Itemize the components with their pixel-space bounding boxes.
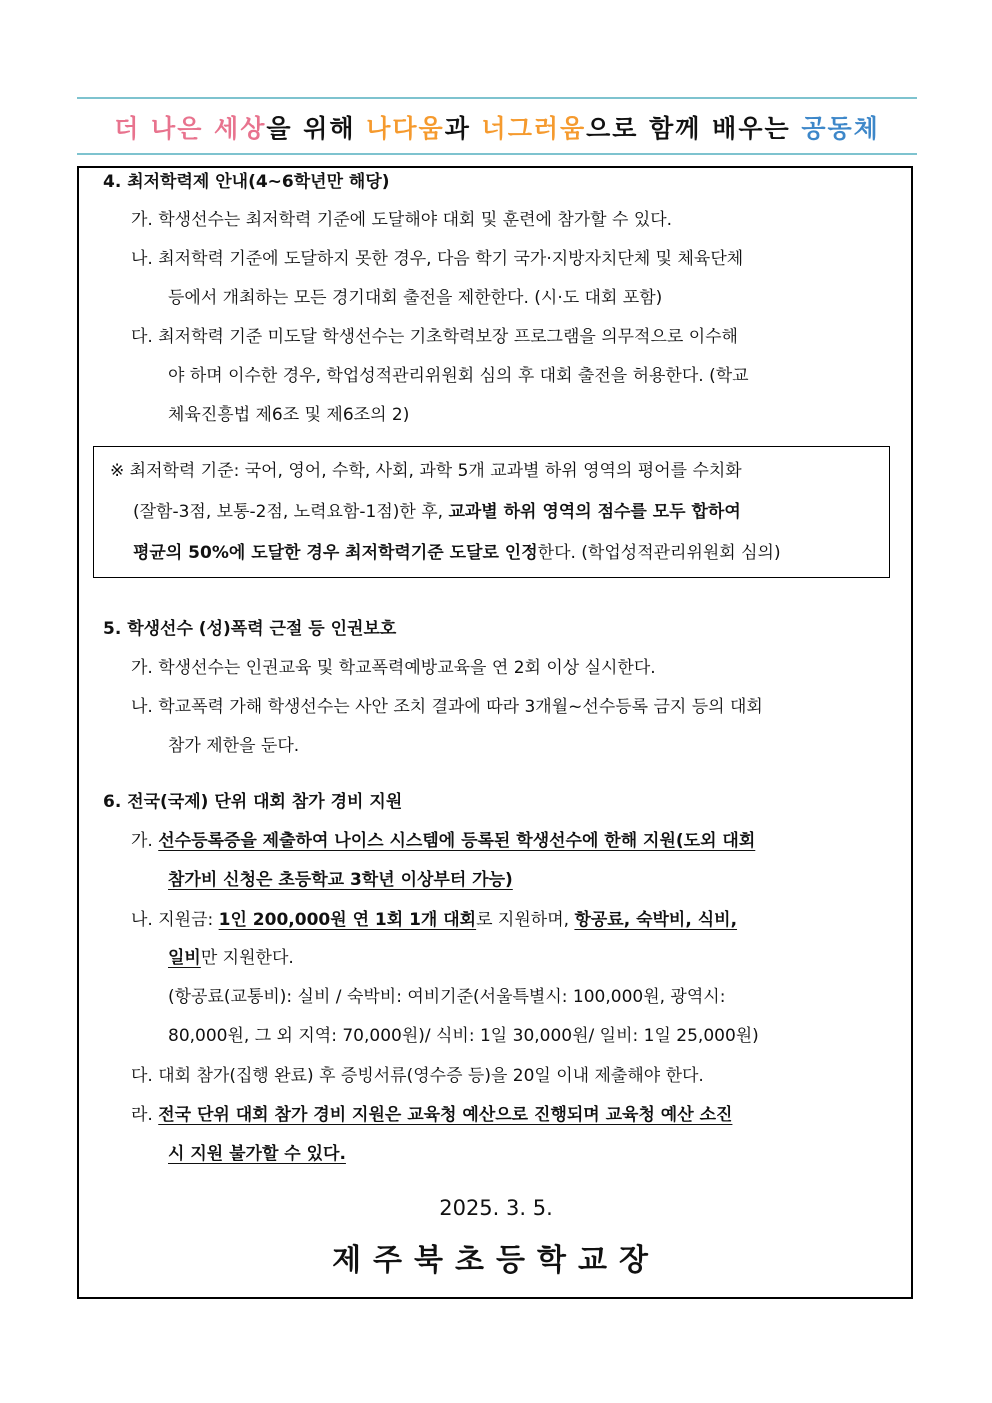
note-line3-bold: 평균의 50%에 도달한 경우 최저학력기준 도달로 인정 [133,543,538,563]
section-5-item-na-line2: 참가 제한을 둔다. [168,736,300,756]
section-4-item-na-line2: 등에서 개최하는 모든 경기대회 출전을 제한한다. (시·도 대회 포함) [168,288,663,308]
section-5-item-ga: 가. 학생선수는 인권교육 및 학교폭력예방교육을 연 2회 이상 실시한다. [131,658,656,678]
motto-segment: 으로 함께 배우는 [586,114,802,143]
section-5-item-na-line1: 나. 학교폭력 가해 학생선수는 사안 조치 결과에 따라 3개월~선수등록 금지 등의 대회 [131,697,763,717]
document-date: 2025. 3. 5. [439,1196,553,1220]
motto-segment: 을 위해 [266,114,367,143]
section-6-item-ga-line1 [131,829,755,853]
school-motto [77,109,917,145]
motto-top-rule [77,97,917,99]
section-6-ga-prefix: 가. [131,831,159,851]
note-line2 [133,500,741,524]
section-6-item-ra-line2: 시 지원 불가할 수 있다. [168,1144,346,1164]
section-4-heading: 4. 최저학력제 안내(4~6학년만 해당) [103,172,390,192]
note-line1: ※ 최저학력 기준: 국어, 영어, 수학, 사회, 과학 5개 교과별 하위 영역의 평어를 수치화 [110,461,742,481]
principal-signature: 제주북초등학교장 [332,1243,660,1278]
section-6-ra-prefix: 라. [131,1105,159,1125]
motto-bottom-rule [77,153,917,155]
section-6-na-mid: 로 지원하며, [476,910,575,930]
note-line2-text: (잘함-3점, 보통-2점, 노력요함-1점)한 후, [133,502,449,522]
section-6-na-prefix: 나. 지원금: [131,910,219,930]
section-4-item-da-line2: 야 하며 이수한 경우, 학업성적관리위원회 심의 후 대회 출전을 허용한다. (학교 [168,366,749,386]
section-4-item-da-line1: 다. 최저학력 기준 미도달 학생선수는 기초학력보장 프로그램을 의무적으로 이수해 [131,327,738,347]
section-6-item-na-line1 [131,908,737,932]
section-6-ga-underlined: 선수등록증을 제출하여 나이스 시스템에 등록된 학생선수에 한해 지원(도외 대회 [158,831,756,851]
motto-segment: 나다움 [366,114,445,143]
section-5-heading: 5. 학생선수 (성)폭력 근절 등 인권보호 [103,619,397,639]
section-6-detail-line1: (항공료(교통비): 실비 / 숙박비: 여비기준(서울특별시: 100,000원, 광역시: [168,987,726,1007]
section-6-item-na-line2 [168,946,294,970]
section-6-ra-underlined: 전국 단위 대회 참가 경비 지원은 교육청 예산으로 진행되며 교육청 예산 소진 [158,1105,733,1125]
section-4-item-da-line3: 체육진흥법 제6조 및 제6조의 2) [168,405,410,425]
note-line3-text: 한다. (학업성적관리위원회 심의) [537,543,781,563]
section-4-item-ga: 가. 학생선수는 최저학력 기준에 도달해야 대회 및 훈련에 참가할 수 있다. [131,210,673,230]
section-6-item-da: 다. 대회 참가(집행 완료) 후 증빙서류(영수증 등)을 20일 이내 제출해야 한다. [131,1066,704,1086]
section-6-heading: 6. 전국(국제) 단위 대회 참가 경비 지원 [103,792,403,812]
motto-banner [77,97,917,156]
note-line2-bold: 교과별 하위 영역의 점수를 모두 합하여 [448,502,741,522]
motto-segment: 너그러움 [481,114,587,143]
section-6-na-daily: 일비 [168,948,201,968]
motto-segment: 공동체 [801,114,880,143]
motto-segment: 더 나은 세상 [114,114,267,143]
section-4-item-na-line1: 나. 최저학력 기준에 도달하지 못한 경우, 다음 학기 국가·지방자치단체 및 체육단체 [131,249,744,269]
section-6-item-ra-line1 [131,1103,732,1127]
note-line3 [133,541,781,565]
section-6-na-items: 항공료, 숙박비, 식비, [574,910,738,930]
section-6-na-end: 만 지원한다. [200,948,294,968]
section-6-na-amount: 1인 200,000원 연 1회 1개 대회 [218,910,477,930]
motto-segment: 과 [444,114,482,143]
section-6-item-ga-line2: 참가비 신청은 초등학교 3학년 이상부터 가능) [168,870,513,890]
section-6-detail-line2: 80,000원, 그 외 지역: 70,000원)/ 식비: 1일 30,000원/ 일비: 1일 25,000원) [168,1026,759,1046]
